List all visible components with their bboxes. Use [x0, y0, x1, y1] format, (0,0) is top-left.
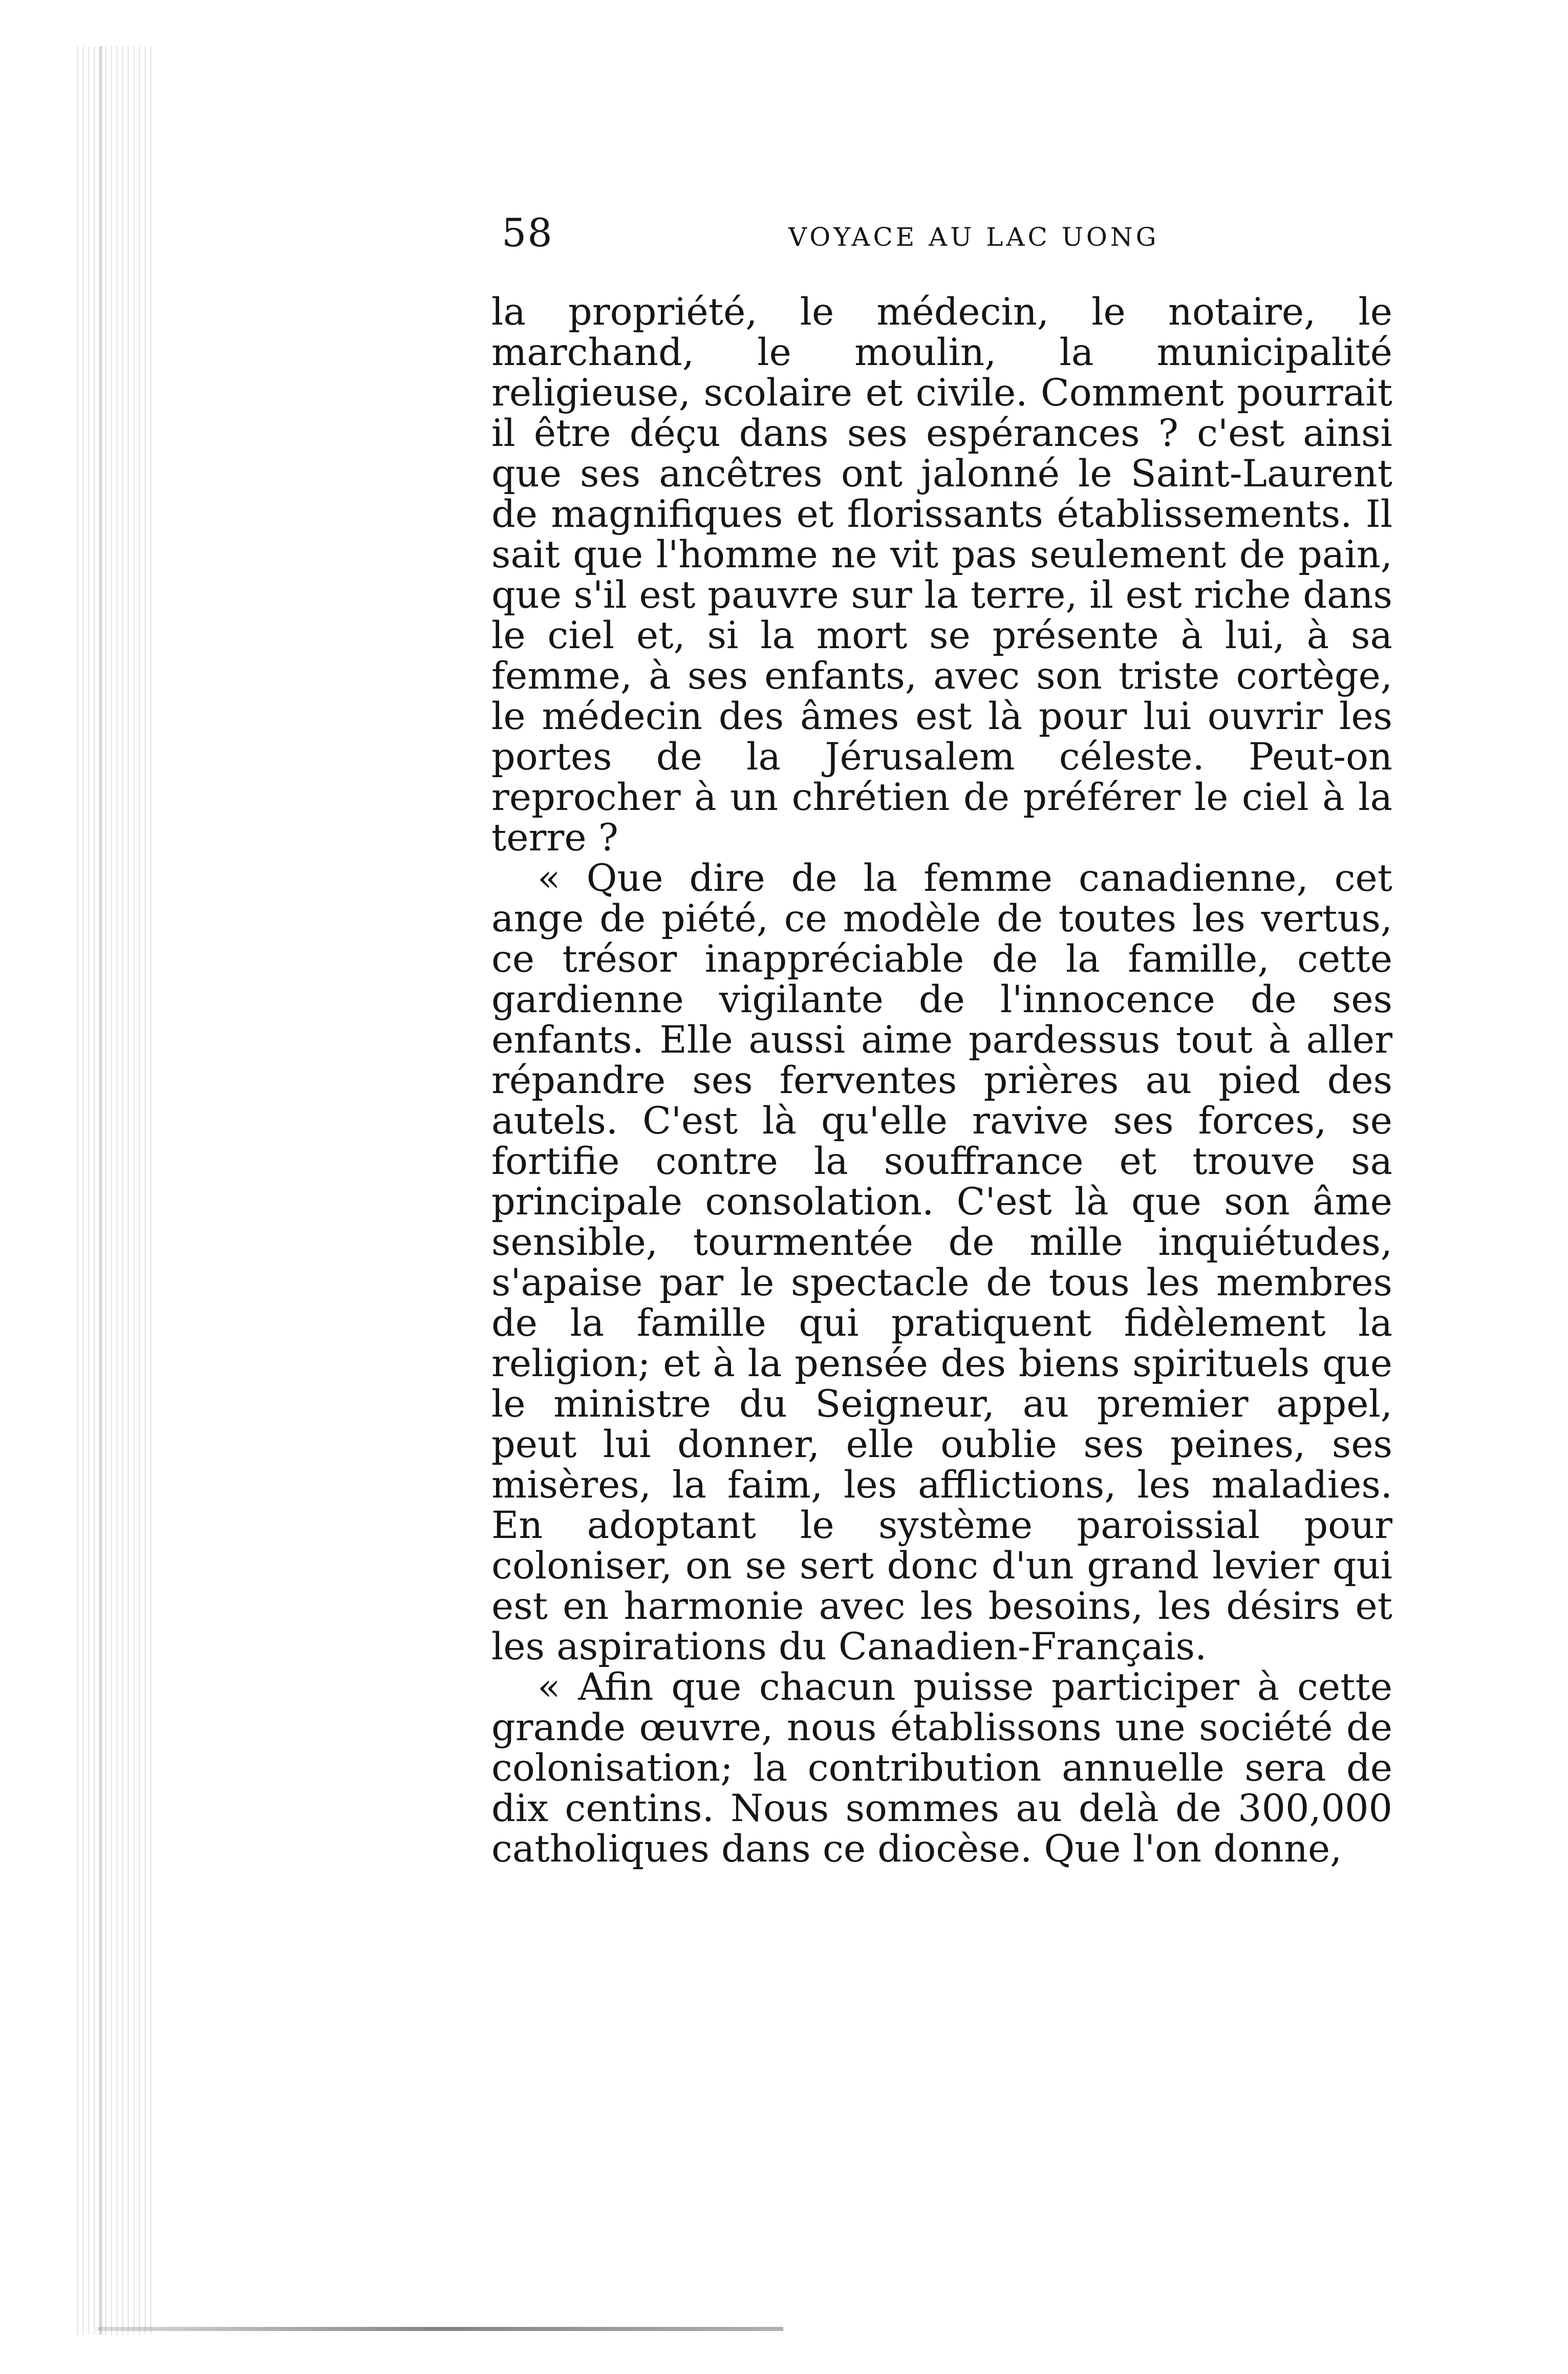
paragraph-femme-canadienne: « Que dire de la femme canadienne, cet ange de piété, ce modèle de toutes les vertus, ce trésor inappréciable de la famille, cette gardienne vigilante de l'innocence de ses enfants. Elle aussi aime pardessus tout à aller répandre ses ferventes prières au pied des autels. C'est là qu'elle ravive ses forces, se fortifie contre la souffrance et trouve sa principale consolation. C'est là que son âme sensible, tourmentée de mille inquiétudes, s'apaise par le spectacle de tous les membres de la famille qui pratiquent fidèlement la religion; et à la pensée des biens spirituels que le ministre du Seigneur, au premier appel, peut lui donner, elle oublie ses peines, ses misères, la faim, les afflictions, les maladies. En adoptant le système paroissial pour coloniser, on se sert donc d'un grand levier qui est en harmonie avec les besoins, les désirs et les aspirations du Canadien-Français.: [491, 857, 1392, 1669]
paragraph-continued: la propriété, le médecin, le notaire, le marchand, le moulin, la municipalité religieuse, scolaire et civile. Comment pourrait il être déçu dans ses espérances ? c'est ainsi que ses ancêtres ont jalonné le Saint-Laurent de magnifiques et florissants établissements. Il sait que l'homme ne vit pas seulement de pain, que s'il est pauvre sur la terre, il est riche dans le ciel et, si la mort se présente à lui, à sa femme, à ses enfants, avec son triste cortège, le médecin des âmes est là pour lui ouvrir les portes de la Jérusalem céleste. Peut-on reprocher à un chrétien de préférer le ciel à la terre ?: [491, 290, 1392, 860]
paragraph-societe-colonisation: « Afin que chacun puisse participer à cette grande œuvre, nous établissons une société de colonisation; la contribution annuelle sera de dix centins. Nous sommes au delà de 300,000 catholiques dans ce diocèse. Que l'on donne,: [491, 1665, 1392, 1871]
page-header: [502, 210, 1372, 271]
body-text: [491, 292, 1392, 1869]
page-edge-shadow: [77, 46, 154, 2335]
page-number: 58: [502, 210, 553, 255]
bottom-rule: [97, 2327, 783, 2331]
running-title: VOYACE AU LAC UONG: [788, 222, 1159, 252]
